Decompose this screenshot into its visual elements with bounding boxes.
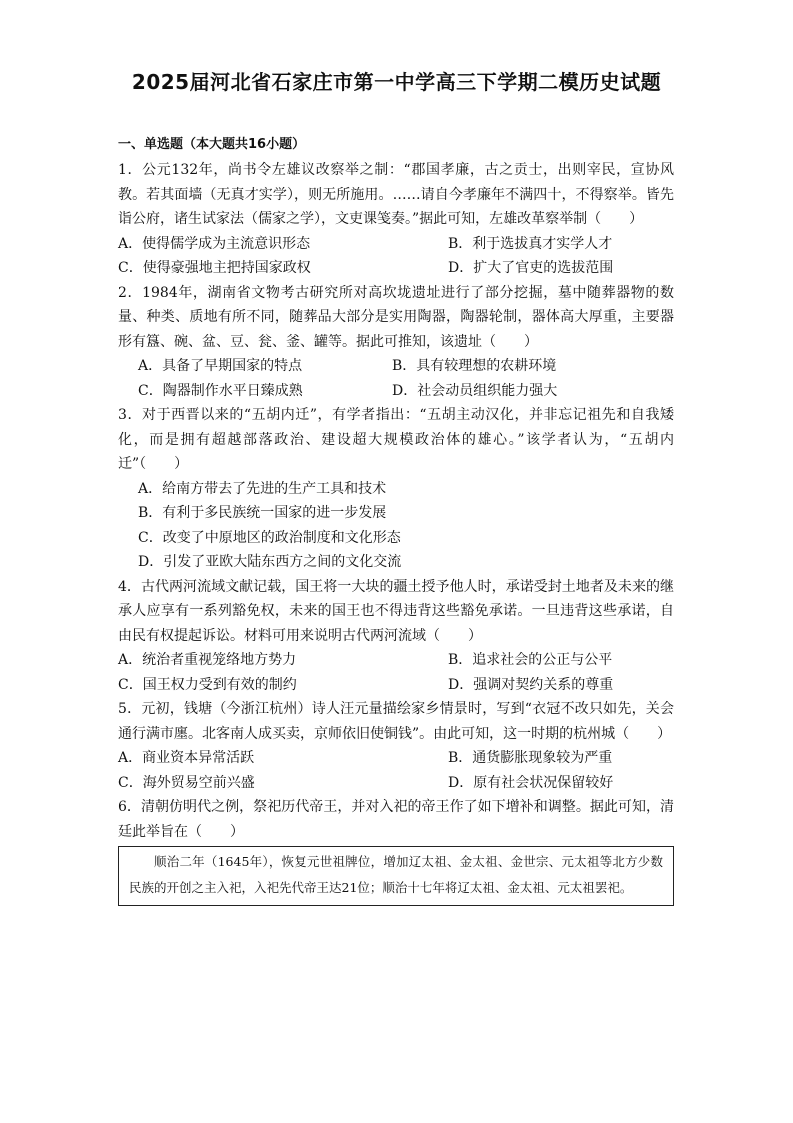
option-d: D．强调对契约关系的尊重 xyxy=(448,676,614,693)
option-a: A．具备了早期国家的特点 xyxy=(138,358,303,374)
option-c: C．国王权力受到有效的制约 xyxy=(118,676,297,693)
option-a: A．使得儒学成为主流意识形态 xyxy=(118,235,311,252)
option-a: A．统治者重视笼络地方势力 xyxy=(118,652,297,668)
option-group xyxy=(118,746,674,795)
option-c: C．海外贸易空前兴盛 xyxy=(118,774,255,791)
option-b: B．追求社会的公正与公平 xyxy=(448,652,613,668)
question-4 xyxy=(118,575,674,698)
question-stem: 2．1984年，湖南省文物考古研究所对高坎垅遗址进行了部分挖掘，墓中随葬器物的数量、种类、质地有所不同，随葬品大部分是实用陶器，陶器轮制，器体高大厚重，主要器形有簋、碗、盆、豆、瓮、釜、罐等。据此可推知，该遗址（ ） xyxy=(118,284,674,350)
option-c: C．陶器制作水平日臻成熟 xyxy=(138,382,303,399)
option-d: D．原有社会状况保留较好 xyxy=(448,774,614,791)
option-group xyxy=(118,232,674,281)
question-stem: 4．古代两河流域文献记载，国王将一大块的疆土授予他人时，承诺受封土地者及未来的继承人应享有一系列豁免权，未来的国王也不得违背这些豁免承诺。一旦违背这些承诺，自由民有权提起诉讼。材料可用来说明古代两河流域（ ） xyxy=(118,578,674,644)
option-group xyxy=(118,477,674,575)
option-b: B．具有较理想的农耕环境 xyxy=(392,358,557,374)
option-group xyxy=(118,648,674,697)
question-list xyxy=(118,158,674,906)
exam-title: 2025届河北省石家庄市第一中学高三下学期二模历史试题 xyxy=(131,70,662,94)
question-1 xyxy=(118,158,674,281)
option-d: D．引发了亚欧大陆东西方之间的文化交流 xyxy=(138,554,402,570)
question-2 xyxy=(118,281,674,404)
source-material-text: 顺治二年（1645年），恢复元世祖牌位，增加辽太祖、金太祖、金世宗、元太祖等北方少数民族的开创之主入祀，入祀先代帝王达21位；顺治十七年将辽太祖、金太祖、元太祖罢祀。 xyxy=(129,854,663,895)
option-d: D．扩大了官吏的选拔范围 xyxy=(448,260,614,276)
question-stem: 3．对于西晋以来的“五胡内迁”，有学者指出：“五胡主动汉化，并非忘记祖先和自我矮化，而是拥有超越部落政治、建设超大规模政治体的雄心。”该学者认为，“五胡内迁”（ ） xyxy=(118,407,674,472)
option-c: C．使得豪强地主把持国家政权 xyxy=(118,260,311,276)
question-6 xyxy=(118,795,674,906)
option-b: B．利于选拔真才实学人才 xyxy=(448,235,613,252)
source-material-box xyxy=(118,846,674,906)
question-5 xyxy=(118,697,674,795)
option-a: A．商业资本异常活跃 xyxy=(118,750,255,766)
option-d: D．社会动员组织能力强大 xyxy=(392,382,558,399)
option-b: B．有利于多民族统一国家的进一步发展 xyxy=(138,505,387,521)
section-heading: 一、单选题（本大题共16小题） xyxy=(118,137,306,152)
question-stem: 5．元初，钱塘（今浙江杭州）诗人汪元量描绘家乡情景时，写到“衣冠不改只如先，关会通行满市廛。北客南人成买卖，京师依旧使铜钱”。由此可知，这一时期的杭州城（ ） xyxy=(118,701,674,742)
question-stem: 6．清朝仿明代之例，祭祀历代帝王，并对入祀的帝王作了如下增补和调整。据此可知，清廷此举旨在（ ） xyxy=(118,799,674,840)
option-a: A．给南方带去了先进的生产工具和技术 xyxy=(138,480,387,497)
option-c: C．改变了中原地区的政治制度和文化形态 xyxy=(138,529,401,546)
question-stem: 1．公元132年，尚书令左雄议改察举之制：“郡国孝廉，古之贡士，出则宰民，宣协风教。若其面墙（无真才实学），则无所施用。……请自今孝廉年不满四十，不得察举。皆先诣公府，诸生试家法（儒家之学），文吏课笺奏。”据此可知，左雄改革察举制（ ） xyxy=(118,162,674,227)
question-3 xyxy=(118,403,674,575)
option-b: B．通货膨胀现象较为严重 xyxy=(448,750,613,766)
option-group xyxy=(118,354,674,403)
